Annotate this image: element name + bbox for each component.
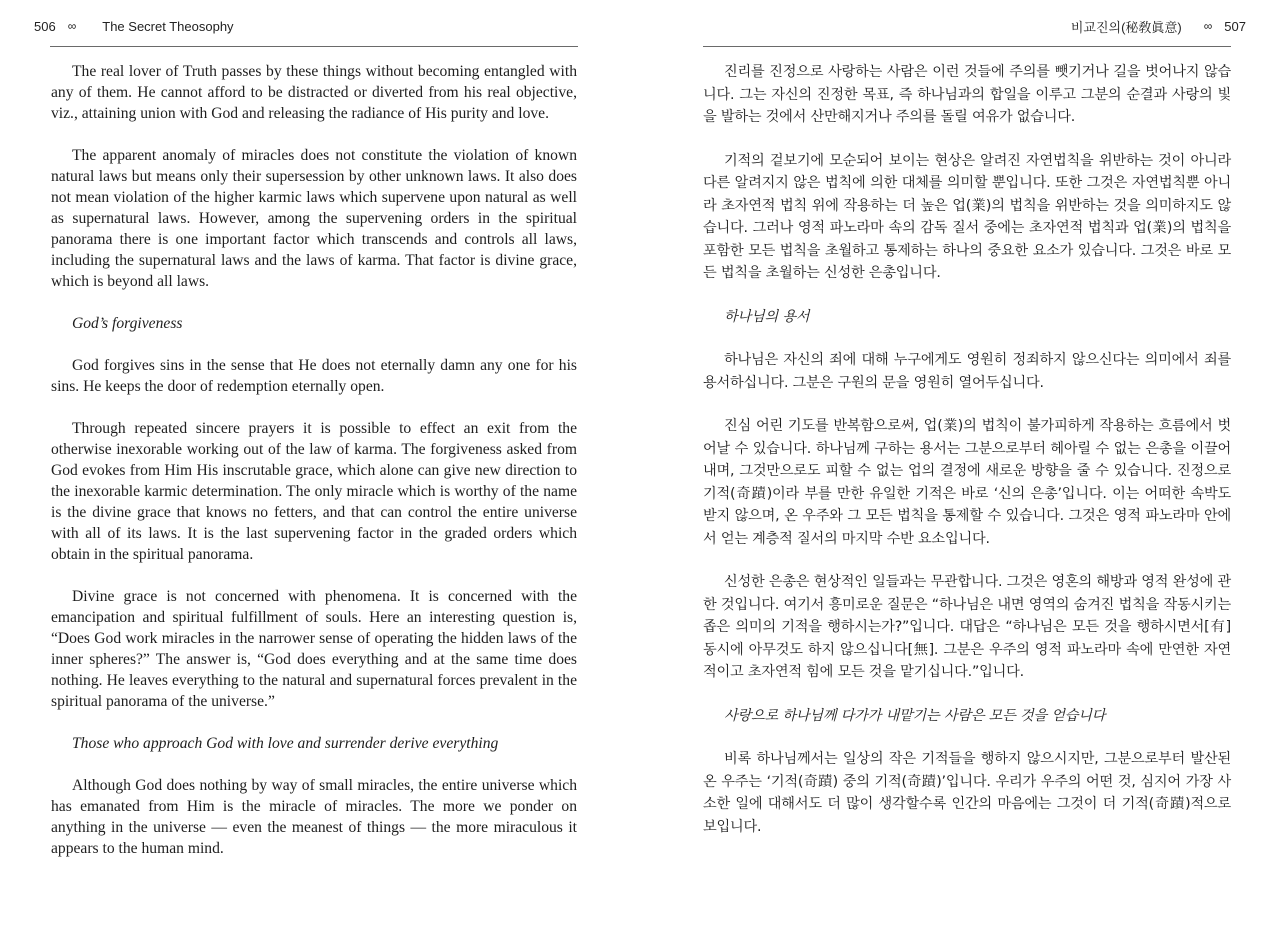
section-subheading: 사랑으로 하나님께 다가가 내맡기는 사람은 모든 것을 얻습니다: [724, 707, 1106, 724]
left-running-header: [34, 15, 234, 37]
paragraph: Although God does nothing by way of small miracles, the entire universe which has emanated from Him is the miracle of miracles. The more we ponder on anything in the universe — even the meanest of things — the more miraculous it appears to the human mind.: [51, 777, 577, 857]
paragraph: 신성한 은총은 현상적인 일들과는 무관합니다. 그것은 영혼의 해방과 영적 완성에 관한 것입니다. 여기서 흥미로운 질문은 “하나님은 내면 영역의 숨겨진 법칙을 작동시키는 좁은 의미의 기적을 행하시는가?”입니다. 대답은 “하나님은 모든 것을 행하시면서[有] 동시에 아무것도 하지 않으십니다[無]. 그분은 우주의 영적 파노라마 속에 만연한 자연적이고 초자연적 힘에 모든 것을 맡기십니다.”입니다.: [703, 574, 1231, 680]
left-running-title: The Secret Theosophy: [102, 18, 234, 34]
right-page: [640, 0, 1280, 947]
left-page-number: 506: [34, 18, 56, 34]
paragraph: The apparent anomaly of miracles does not constitute the violation of known natural laws but means only their supersession by other unknown laws. It also does not mean violation of the higher karmic laws which supervene upon natural as well as supernatural laws. However, among the supervening orders in the spiritual panorama there is one important factor which transcends and controls all laws, including the supernatural laws and the laws of karma. That factor is divine grace, which is beyond all laws.: [51, 147, 577, 290]
left-page-body: [51, 61, 577, 880]
paragraph: 진리를 진정으로 사랑하는 사람은 이런 것들에 주의를 뺏기거나 길을 벗어나지 않습니다. 그는 자신의 진정한 목표, 즉 하나님과의 합일을 이루고 그분의 순결과 사랑의 빛을 발하는 것에서 산만해지거나 주의를 돌릴 여유가 없습니다.: [703, 64, 1231, 125]
right-page-number: 507: [1224, 18, 1246, 34]
right-running-title: 비교진의(秘敎眞意): [1070, 19, 1182, 35]
right-running-header: [1071, 15, 1246, 37]
paragraph: Divine grace is not concerned with phenomena. It is concerned with the emancipation and spiritual fulfillment of souls. Here an interesting question is, “Does God work miracles in the narrower sense of operating the hidden laws of the inner spheres?” The answer is, “God does everything and at the same time does nothing. He leaves everything to the natural and supernatural forces prevalent in the spiritual panorama of the universe.”: [51, 588, 577, 710]
section-subheading: Those who approach God with love and surrender derive everything: [72, 735, 499, 752]
paragraph: 진심 어린 기도를 반복함으로써, 업(業)의 법칙이 불가피하게 작용하는 흐름에서 벗어날 수 있습니다. 하나님께 구하는 용서는 그분으로부터 헤아릴 수 없는 은총을 이끌어내며, 그것만으로도 피할 수 없는 업의 결정에 새로운 방향을 줄 수 있습니다. 진정으로 기적(奇蹟)이라 부를 만한 유일한 기적은 바로 ‘신의 은총’입니다. 이는 어떠한 속박도 받지 않으며, 온 우주와 그 모든 법칙을 통제할 수 있습니다. 그것은 영적 파노라마 안에서 얻는 계층적 질서의 마지막 수반 요소입니다.: [703, 418, 1231, 547]
left-header-rule: [50, 46, 578, 47]
right-page-body: [703, 61, 1231, 859]
paragraph: The real lover of Truth passes by these things without becoming entangled with any of them. He cannot afford to be distracted or diverted from his real objective, viz., attaining union with God and releasing the radiance of His purity and love.: [51, 63, 577, 122]
paragraph: 비록 하나님께서는 일상의 작은 기적들을 행하지 않으시지만, 그분으로부터 발산된 온 우주는 ‘기적(奇蹟) 중의 기적(奇蹟)’입니다. 우리가 우주의 어떤 것, 심지어 가장 사소한 일에 대해서도 더 많이 생각할수록 인간의 마음에는 그것이 더 기적(奇蹟)적으로 보입니다.: [703, 751, 1231, 835]
paragraph: Through repeated sincere prayers it is possible to effect an exit from the otherwise inexorable working out of the law of karma. The forgiveness asked from God evokes from Him His inscrutable grace, which alone can give new direction to the inexorable karmic determination. The only miracle which is worthy of the name is the divine grace that knows no fetters, and that can control the entire universe with all of its laws. It is the last supervening factor in the graded orders which obtain in the spiritual panorama.: [51, 420, 577, 563]
paragraph: 기적의 겉보기에 모순되어 보이는 현상은 알려진 자연법칙을 위반하는 것이 아니라 다른 알려지지 않은 법칙에 의한 대체를 의미할 뿐입니다. 또한 그것은 자연법칙뿐 아니라 초자연적 법칙 위에 작용하는 더 높은 업(業)의 법칙을 위반하는 것을 의미하지도 않습니다. 그러나 영적 파노라마 속의 감독 질서 중에는 초자연적 법칙과 업(業)의 법칙을 포함한 모든 법칙을 초월하고 통제하는 하나의 중요한 요소가 있습니다. 그것은 바로 모든 법칙을 초월하는 신성한 은총입니다.: [703, 152, 1231, 281]
section-subheading: 하나님의 용서: [724, 308, 810, 325]
paragraph: 하나님은 자신의 죄에 대해 누구에게도 영원히 정죄하지 않으신다는 의미에서 죄를 용서하십니다. 그분은 구원의 문을 영원히 열어두십니다.: [703, 352, 1231, 391]
right-header-rule: [703, 46, 1231, 47]
infinity-symbol-icon: ∞: [1203, 19, 1213, 33]
section-subheading: God’s forgiveness: [72, 315, 183, 332]
paragraph: God forgives sins in the sense that He does not eternally damn any one for his sins. He keeps the door of redemption eternally open.: [51, 357, 577, 395]
infinity-symbol-icon: ∞: [67, 19, 77, 33]
